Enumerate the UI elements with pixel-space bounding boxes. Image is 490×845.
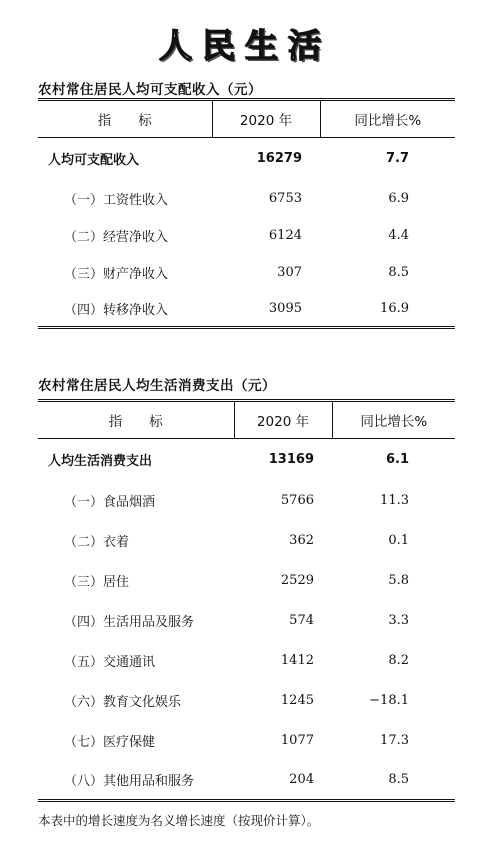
row-value-2020: 2529 [280, 573, 314, 588]
row-label: （一）工资性收入 [64, 192, 169, 208]
row-growth: 6.1 [385, 452, 409, 468]
total-row [38, 439, 455, 481]
row-label: （六）教育文化娱乐 [64, 695, 182, 710]
table-row [38, 721, 455, 761]
income-table [38, 98, 455, 329]
row-growth: 17.3 [380, 733, 409, 748]
table-row [38, 217, 455, 254]
footnote: 本表中的增长速度为名义增长速度（按现价计算）。 [38, 813, 320, 828]
row-label: 人均生活消费支出 [48, 454, 153, 470]
table-row [38, 601, 455, 641]
table-row [38, 481, 455, 521]
table-row [38, 681, 455, 721]
expense-table-body [38, 439, 455, 801]
table-row [38, 521, 455, 561]
table-row [38, 561, 455, 601]
row-label: （三）财产净收入 [64, 266, 169, 282]
row-growth: 3.3 [388, 613, 409, 628]
row-growth: 0.1 [388, 533, 409, 548]
header-growth: 同比增长% [320, 100, 455, 138]
row-growth: 6.9 [388, 190, 409, 206]
row-value-2020: 13169 [268, 452, 314, 468]
row-label: 人均可支配收入 [48, 153, 140, 169]
row-label: （八）其他用品和服务 [64, 774, 195, 790]
table-row [38, 180, 455, 217]
row-label: （二）衣着 [64, 535, 130, 550]
row-label: （一）食品烟酒 [64, 495, 156, 510]
row-value-2020: 574 [289, 613, 314, 628]
row-label: （三）居住 [64, 575, 130, 590]
table-row [38, 254, 455, 291]
header-year: 2020 年 [212, 100, 320, 138]
row-value-2020: 362 [289, 533, 314, 548]
row-label: （七）医疗保健 [64, 735, 156, 750]
total-row [38, 138, 455, 180]
row-growth: 11.3 [380, 493, 409, 508]
table-row [38, 291, 455, 328]
row-value-2020: 1412 [280, 653, 314, 668]
row-value-2020: 3095 [268, 300, 302, 316]
row-value-2020: 1245 [280, 693, 314, 708]
table-row [38, 641, 455, 681]
row-growth: 5.8 [388, 573, 409, 588]
header-indicator: 指 标 [38, 401, 234, 439]
expense-table [38, 399, 455, 802]
row-growth: −18.1 [369, 693, 409, 708]
row-value-2020: 5766 [280, 493, 314, 508]
row-label: （四）转移净收入 [64, 302, 169, 318]
income-table-body [38, 138, 455, 328]
row-value-2020: 16279 [256, 151, 302, 167]
row-growth: 8.2 [388, 653, 409, 668]
row-label: （二）经营净收入 [64, 229, 169, 245]
income-table-caption: 农村常住居民人均可支配收入（元） [38, 82, 262, 98]
row-growth: 8.5 [388, 264, 409, 280]
row-growth: 4.4 [388, 227, 409, 243]
row-label: （四）生活用品及服务 [64, 615, 195, 630]
row-label: （五）交通通讯 [64, 655, 156, 670]
table-row [38, 761, 455, 801]
row-growth: 7.7 [385, 151, 409, 167]
row-value-2020: 204 [289, 772, 314, 788]
row-growth: 8.5 [388, 772, 409, 788]
expense-table-header [38, 401, 455, 439]
page-title: 人民生活 [159, 26, 331, 65]
income-table-header [38, 100, 455, 138]
header-indicator: 指 标 [38, 100, 212, 138]
header-growth: 同比增长% [332, 401, 455, 439]
header-year: 2020 年 [234, 401, 332, 439]
row-value-2020: 6753 [268, 190, 302, 206]
expense-table-caption: 农村常住居民人均生活消费支出（元） [38, 378, 276, 394]
row-value-2020: 6124 [268, 227, 302, 243]
row-value-2020: 1077 [280, 733, 314, 748]
row-value-2020: 307 [277, 264, 302, 280]
row-growth: 16.9 [380, 300, 409, 316]
